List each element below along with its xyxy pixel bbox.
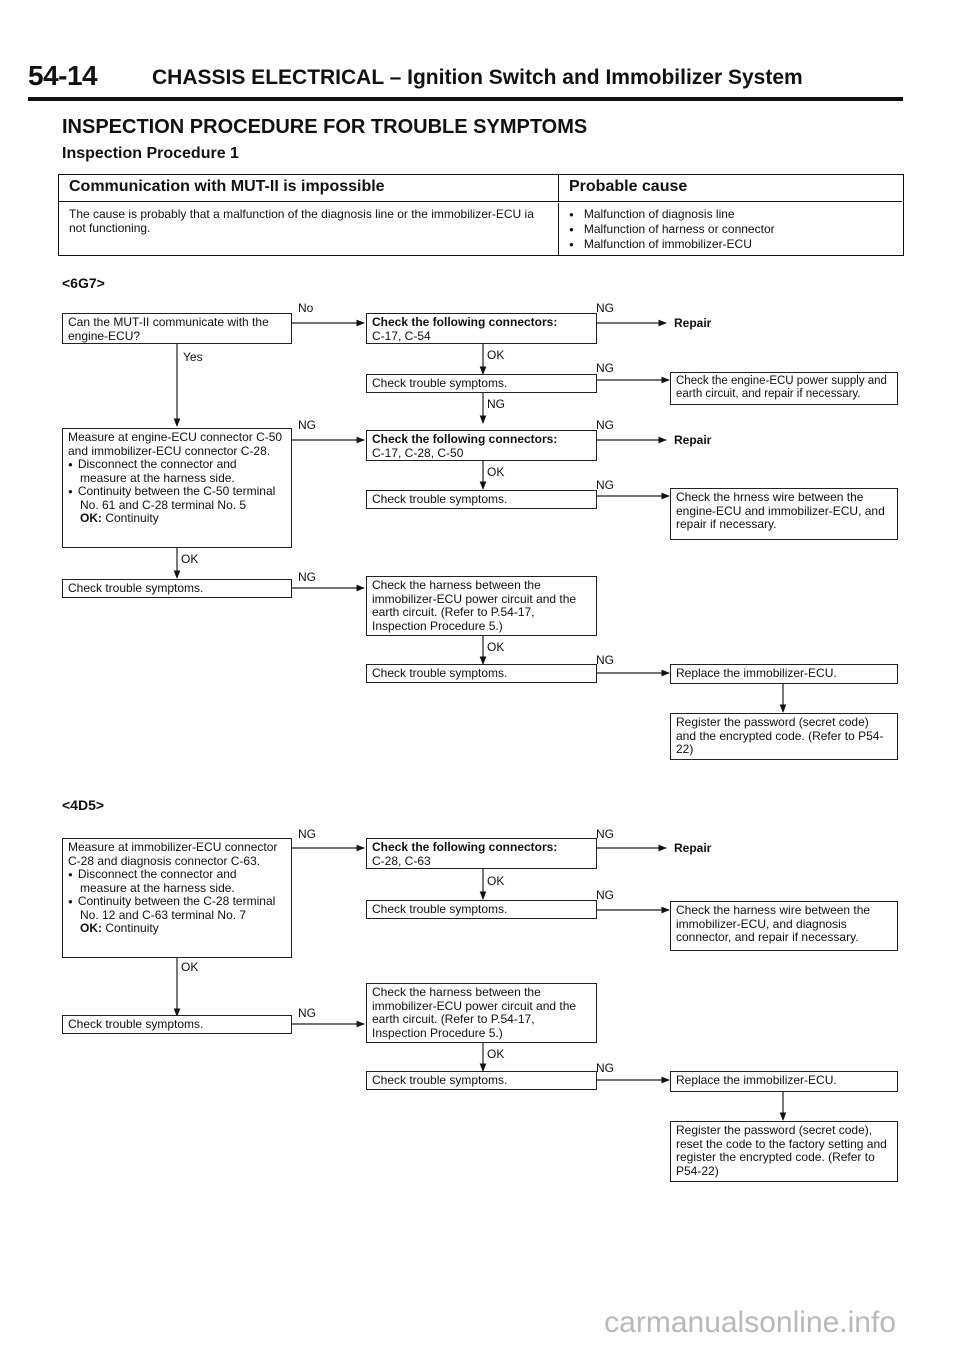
branch-label-ng: NG xyxy=(298,1006,316,1020)
symptom-header: Communication with MUT-II is impossible xyxy=(59,175,559,202)
branch-label-ng: NG xyxy=(596,301,614,315)
measure-step: ● Disconnect the connector and measure at the harness side. xyxy=(68,868,286,895)
check-trouble-symptoms: Check trouble symptoms. xyxy=(366,1071,597,1090)
measure-c28-c63: Measure at immobilizer-ECU connector C-28 and diagnosis connector C-63. ● Disconnect the connector and measure at the harness side. ● Continuity between the C-28 terminal No. 12 and C-63 terminal No. 7 OK: Continuity xyxy=(62,838,292,958)
measure-c50-c28: Measure at engine-ECU connector C-50 and immobilizer-ECU connector C-28. ● Disconnect the connector and measure at the harness side. ● Continuity between the C-50 terminal No. 61 and C-28 terminal No. 5 OK: Continuity xyxy=(62,428,292,548)
page-number: 54-14 xyxy=(28,60,98,91)
check-trouble-symptoms: Check trouble symptoms. xyxy=(366,374,597,393)
branch-label-ok: OK xyxy=(181,552,199,566)
branch-label-ng: NG xyxy=(596,1061,614,1075)
branch-label-ok: OK xyxy=(487,874,505,888)
branch-label-ng: NG xyxy=(596,888,614,902)
section-title: INSPECTION PROCEDURE FOR TROUBLE SYMPTOMS xyxy=(62,116,588,138)
branch-label-ng: NG xyxy=(596,653,614,667)
outcome-repair: Repair xyxy=(674,841,712,855)
register-password: Register the password (secret code) and the encrypted code. (Refer to P54-22) xyxy=(670,713,898,760)
check-trouble-symptoms: Check trouble symptoms. xyxy=(366,490,597,509)
outcome-repair: Repair xyxy=(674,433,712,447)
branch-label-ng: NG xyxy=(298,570,316,584)
question-mut-communication: Can the MUT-II communicate with the engine-ECU? xyxy=(62,313,292,344)
branch-label-ok: OK xyxy=(487,348,505,362)
measure-step: ● Continuity between the C-50 terminal No. 61 and C-28 terminal No. 5 xyxy=(68,485,286,512)
branch-label-ng: NG xyxy=(596,478,614,492)
measure-step: ● Disconnect the connector and measure at the harness side. xyxy=(68,458,286,485)
check-trouble-symptoms: Check trouble symptoms. xyxy=(366,664,597,683)
variant-label-4d5: <4D5> xyxy=(62,797,105,813)
branch-label-ng: NG xyxy=(596,827,614,841)
check-connectors-c17-c54: Check the following connectors: C-17, C-54 xyxy=(366,313,597,344)
branch-label-yes: Yes xyxy=(183,350,203,364)
branch-label-no: No xyxy=(298,301,314,315)
variant-label-6g7: <6G7> xyxy=(62,275,105,291)
page-header-title: CHASSIS ELECTRICAL – Ignition Switch and Immobilizer System xyxy=(152,66,803,89)
branch-label-ng: NG xyxy=(298,418,316,432)
cause-item: ● Malfunction of immobilizer-ECU xyxy=(569,237,892,252)
check-trouble-symptoms: Check trouble symptoms. xyxy=(62,1015,292,1034)
branch-label-ng: NG xyxy=(596,361,614,375)
branch-label-ng: NG xyxy=(596,418,614,432)
branch-label-ng: NG xyxy=(298,827,316,841)
measure-step: ● Continuity between the C-28 terminal No. 12 and C-63 terminal No. 7 xyxy=(68,895,286,922)
symptom-description: The cause is probably that a malfunction of the diagnosis line or the immobilizer-ECU ia not functioning. xyxy=(59,203,559,255)
cause-item: ● Malfunction of diagnosis line xyxy=(569,207,892,222)
check-harness-engine-immobilizer: Check the hrness wire between the engine-ECU and immobilizer-ECU, and repair if necessary. xyxy=(670,488,898,540)
check-trouble-symptoms: Check trouble symptoms. xyxy=(366,900,597,919)
procedure-title: Inspection Procedure 1 xyxy=(62,145,239,162)
branch-label-ng: NG xyxy=(487,397,505,411)
branch-label-ok: OK xyxy=(487,1047,505,1061)
watermark: carmanualsonline.info xyxy=(604,1306,896,1339)
outcome-repair: Repair xyxy=(674,316,712,330)
check-power-supply: Check the engine-ECU power supply and earth circuit, and repair if necessary. xyxy=(670,372,898,405)
cause-header: Probable cause xyxy=(559,175,902,202)
check-harness-power-circuit: Check the harness between the immobilizer-ECU power circuit and the earth circuit. (Refer to P.54-17, Inspection Procedure 5.) xyxy=(366,983,597,1043)
check-trouble-symptoms: Check trouble symptoms. xyxy=(62,579,292,598)
check-harness-diagnosis-connector: Check the harness wire between the immobilizer-ECU, and diagnosis connector, and repair if necessary. xyxy=(670,901,898,951)
check-connectors-c17-c28-c50: Check the following connectors: C-17, C-28, C-50 xyxy=(366,430,597,461)
register-password: Register the password (secret code), reset the code to the factory setting and register the encrypted code. (Refer to P54-22) xyxy=(670,1121,898,1182)
cause-item: ● Malfunction of harness or connector xyxy=(569,222,892,237)
replace-immobilizer-ecu: Replace the immobilizer-ECU. xyxy=(670,1071,898,1092)
check-connectors-c28-c63: Check the following connectors: C-28, C-63 xyxy=(366,838,597,869)
branch-label-ok: OK xyxy=(487,465,505,479)
branch-label-ok: OK xyxy=(181,960,199,974)
check-harness-power-circuit: Check the harness between the immobilizer-ECU power circuit and the earth circuit. (Refer to P.54-17, Inspection Procedure 5.) xyxy=(366,576,597,636)
replace-immobilizer-ecu: Replace the immobilizer-ECU. xyxy=(670,664,898,684)
branch-label-ok: OK xyxy=(487,640,505,654)
